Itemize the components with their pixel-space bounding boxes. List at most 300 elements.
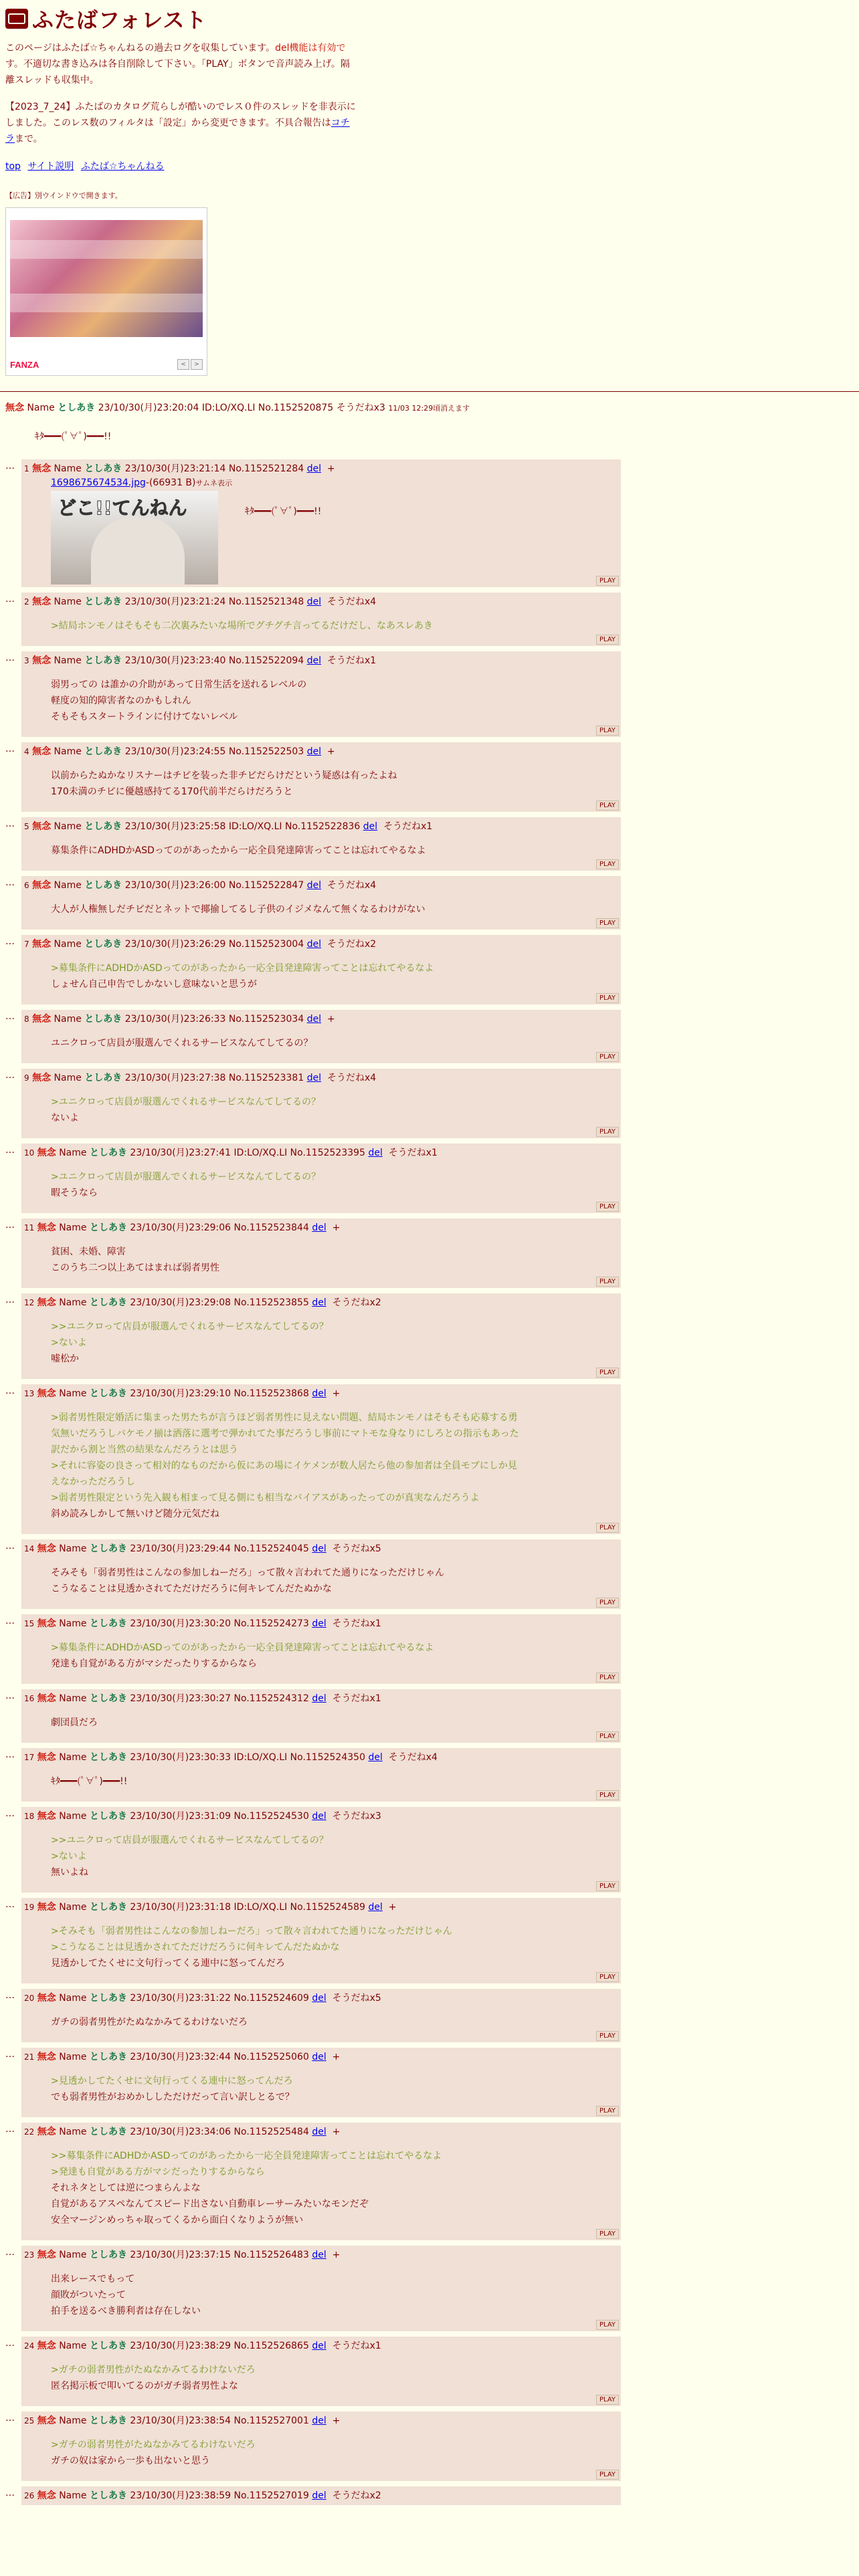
reply-header (24, 654, 618, 667)
reply-index: 9 (24, 1073, 29, 1083)
play-button[interactable]: PLAY (596, 2106, 619, 2116)
reply-sodane[interactable]: そうだねx2 (332, 2490, 381, 2501)
reply-sodane[interactable]: そうだねx1 (383, 821, 433, 832)
reply-number[interactable]: No.1152526483 (233, 2250, 309, 2260)
play-button[interactable]: PLAY (596, 2031, 619, 2041)
reply-del-link[interactable]: del (312, 2416, 326, 2426)
reply-date: 23/10/30(月)23:27:41 (130, 1148, 231, 1158)
reply-index: 17 (24, 1753, 35, 1762)
reply-name-label: Name (54, 746, 82, 757)
reply-header (24, 1617, 618, 1630)
reply-name: としあき (84, 746, 122, 757)
reply-subject: 無念 (37, 1222, 56, 1233)
op-expire: 11/03 12:29頃消えます (388, 404, 470, 413)
reply-subject: 無念 (37, 2052, 56, 2062)
reply-body (51, 2148, 618, 2228)
reply-sodane[interactable]: + (332, 2416, 341, 2426)
play-button[interactable]: PLAY (596, 1052, 619, 1062)
reply (5, 742, 621, 812)
reply-index: 16 (24, 1694, 35, 1703)
op-sodane[interactable]: そうだねx3 (336, 403, 385, 413)
reply-name-label: Name (54, 939, 82, 950)
ad-nav (177, 359, 203, 370)
reply (5, 1748, 621, 1802)
play-button[interactable]: PLAY (596, 1972, 619, 1982)
reply-number[interactable]: No.1152527001 (233, 2416, 309, 2426)
reply (5, 1218, 621, 1288)
reply-del-link[interactable]: del (306, 1073, 322, 1083)
op-number[interactable]: No.1152520875 (258, 403, 334, 413)
quote-line: >こうなることは見透かされてただけだろうに何キレてんだたぬかな (51, 1942, 340, 1953)
reply-file-link[interactable]: 1698675674534.jpg (51, 477, 146, 488)
reply-sodane[interactable]: そうだねx4 (388, 1752, 438, 1763)
reply (5, 593, 621, 646)
reply-sodane[interactable]: そうだねx2 (326, 939, 377, 950)
reply (5, 1689, 621, 1743)
reply-index: 23 (24, 2250, 35, 2260)
reply-name-label: Name (54, 597, 82, 607)
reply-header (24, 2248, 618, 2262)
quote-line: >ユニクロって店員が服選んでくれるサービスなんてしてるの？ (51, 1172, 321, 1182)
body-line: ｷﾀ━━━(ﾟ∀ﾟ)━━━!! (51, 1776, 128, 1787)
reply-number[interactable]: No.1152524350 (290, 1752, 365, 1763)
reply-number[interactable]: No.1152523855 (233, 1297, 309, 1308)
reply-subject: 無念 (32, 746, 52, 757)
reply-dots: … (5, 1070, 15, 1081)
quote-line: 気無いだろうしバケモノ揃は洒落に選考で弾かれてた事だろうし事前にマトモな身なりにしろとの指示もあった (51, 1428, 519, 1439)
reply-box (21, 1293, 621, 1379)
reply-sodane[interactable]: + (388, 1902, 397, 1913)
body-line: 見透かしてたくせに文句行ってくる連中に怒ってんだろ (51, 1958, 285, 1969)
reply-sodane[interactable]: そうだねx2 (332, 1297, 381, 1308)
reply-header (24, 1692, 618, 1705)
reply-sodane[interactable]: そうだねx1 (332, 1693, 381, 1704)
reply-sodane[interactable]: そうだねx3 (332, 1811, 381, 1822)
quote-line: >それに容姿の良さって相対的なものだから仮にあの場にイケメンが数人居たら他の参加者は全員モブにしか見 (51, 1461, 517, 1471)
reply (5, 1384, 621, 1534)
reply-dots: … (5, 2338, 15, 2349)
reply-body (51, 1715, 618, 1731)
reply-date: 23/10/30(月)23:29:08 (130, 1297, 231, 1308)
reply-name-label: Name (59, 2490, 87, 2501)
reply-del-link[interactable]: del (312, 1993, 326, 2004)
reply (5, 459, 621, 587)
reply-header (24, 2489, 618, 2502)
reply-number[interactable]: No.1152523868 (233, 1388, 309, 1399)
play-button[interactable]: PLAY (596, 1523, 619, 1533)
play-button[interactable]: PLAY (596, 1598, 619, 1608)
ad-prev-button[interactable]: < (177, 359, 189, 370)
reply-del-link[interactable]: del (363, 821, 378, 832)
reply-del-link[interactable]: del (368, 1752, 383, 1763)
reply-name-label: Name (59, 1618, 87, 1629)
reply-index: 26 (24, 2491, 35, 2500)
reply-header (24, 595, 618, 609)
play-button[interactable]: PLAY (596, 918, 619, 928)
reply-body (51, 1565, 618, 1597)
quote-line: 訳だから割と当然の結果なんだろうとは思う (51, 1444, 238, 1455)
futaba-logo-icon[interactable] (5, 9, 28, 29)
reply-body (51, 1169, 618, 1201)
reply-dots: … (5, 1990, 15, 2001)
reply (5, 1898, 621, 1983)
quote-line: >ないよ (51, 1337, 87, 1348)
reply-sodane[interactable]: そうだねx5 (332, 1993, 381, 2004)
reply-date: 23/10/30(月)23:25:58 (124, 821, 226, 832)
reply-name: としあき (89, 2490, 127, 2501)
quote-line: >弱者男性限定婚活に集まった男たちが言うほど弱者男性に見えない問題、結局ホンモノはそもそも応募する勇 (51, 1412, 518, 1423)
reply-name-label: Name (54, 1073, 82, 1083)
reply (5, 1144, 621, 1213)
reply-dots: … (5, 2413, 15, 2424)
play-button[interactable]: PLAY (596, 635, 619, 645)
reply (5, 1293, 621, 1379)
reply-sodane[interactable]: そうだねx5 (332, 1543, 381, 1554)
reply-number[interactable]: No.1152522836 (285, 821, 361, 832)
reply-del-link[interactable]: del (312, 2127, 326, 2137)
reply-subject: 無念 (37, 1693, 56, 1704)
reply-sodane[interactable]: + (332, 1222, 341, 1233)
report-link-cont[interactable]: ラ (5, 134, 15, 144)
reply-index: 10 (24, 1148, 35, 1158)
reply-box (21, 817, 621, 871)
reply-body (51, 1923, 618, 1971)
reply-body (51, 1094, 618, 1126)
reply-number[interactable]: No.1152526865 (233, 2341, 309, 2351)
reply-name: としあき (89, 1902, 127, 1913)
site-intro (5, 40, 407, 88)
intro-text-2: す。不適切な書き込みは各自削除して下さい。「PLAY」ボタンで音声読み上げ。隔 (5, 59, 350, 70)
reply-box (21, 2048, 621, 2117)
reply-sodane[interactable]: + (326, 463, 335, 474)
reply-thumbnail[interactable] (51, 491, 218, 584)
reply-number[interactable]: No.1152523381 (228, 1073, 304, 1083)
reply-sodane[interactable]: そうだねx1 (332, 1618, 381, 1629)
body-line: 発達も自覚がある方がマシだったりするからなら (51, 1658, 257, 1669)
reply-date: 23/10/30(月)23:38:59 (130, 2490, 231, 2501)
reply-date: 23/10/30(月)23:29:10 (130, 1388, 231, 1399)
reply-number[interactable]: No.1152525484 (233, 2127, 309, 2137)
reply-del-link[interactable]: del (312, 1693, 326, 1704)
reply-del-link[interactable]: del (368, 1902, 383, 1913)
reply-box (21, 2337, 621, 2406)
play-button[interactable]: PLAY (596, 859, 619, 869)
reply-body (51, 2437, 618, 2469)
reply-dots: … (5, 819, 15, 829)
reply-index: 12 (24, 1298, 35, 1307)
reply-sodane[interactable]: そうだねx1 (332, 2341, 381, 2351)
reply-box (21, 1010, 621, 1063)
reply-del-link[interactable]: del (306, 746, 322, 757)
reply-date: 23/10/30(月)23:38:29 (130, 2341, 231, 2351)
body-line: 弱男っての は誰かの介助があって日常生活を送れるレベルの (51, 679, 307, 690)
reply-header (24, 938, 618, 951)
reply-number[interactable]: No.1152523034 (228, 1014, 304, 1025)
reply-number[interactable]: No.1152524045 (233, 1543, 309, 1554)
reply-index: 21 (24, 2052, 35, 2062)
reply-del-link[interactable]: del (312, 2341, 326, 2351)
reply-sodane[interactable]: そうだねx4 (326, 597, 377, 607)
reply-number[interactable]: No.1152523004 (228, 939, 304, 950)
reply-date: 23/10/30(月)23:34:06 (130, 2127, 231, 2137)
reply-del-link[interactable]: del (306, 597, 322, 607)
reply-del-link[interactable]: del (312, 2490, 326, 2501)
reply-index: 6 (24, 881, 29, 890)
reply-body (51, 2271, 618, 2319)
body-line: このうち二つ以上あてはまれば弱者男性 (51, 1263, 219, 1273)
reply-number[interactable]: No.1152524530 (233, 1811, 309, 1822)
reply-header (24, 1387, 618, 1400)
reply-subject: 無念 (32, 655, 52, 666)
reply (5, 1807, 621, 1893)
reply-sodane[interactable]: + (332, 1388, 341, 1399)
notice-line-1: 【2023_7_24】ふたばのカタログ荒らしが酷いのでレス０件のスレッドを非表示に (5, 102, 356, 112)
reply (5, 2123, 621, 2240)
reply-date: 23/10/30(月)23:27:38 (124, 1073, 226, 1083)
reply-subject: 無念 (32, 1014, 52, 1025)
reply-number[interactable]: No.1152522094 (228, 655, 304, 666)
reply-dots: … (5, 1295, 15, 1305)
reply (5, 651, 621, 737)
reply-sodane[interactable]: + (326, 746, 335, 757)
reply-date: 23/10/30(月)23:24:55 (124, 746, 226, 757)
reply-index: 20 (24, 1994, 35, 2003)
reply-index: 8 (24, 1014, 29, 1024)
play-button[interactable]: PLAY (596, 2320, 619, 2330)
reply-sodane[interactable]: + (332, 2052, 341, 2062)
reply-date: 23/10/30(月)23:30:20 (130, 1618, 231, 1629)
reply-name-label: Name (59, 2416, 87, 2426)
play-button[interactable]: PLAY (596, 1790, 619, 1800)
reply-del-link[interactable]: del (312, 1618, 326, 1629)
reply-number[interactable]: No.1152523844 (233, 1222, 309, 1233)
body-line: ユニクロって店員が服選んでくれるサービスなんてしてるの？ (51, 1038, 313, 1049)
play-button[interactable]: PLAY (596, 2395, 619, 2405)
play-button[interactable]: PLAY (596, 1202, 619, 1212)
reply-name-label: Name (59, 1148, 87, 1158)
reply-del-link[interactable]: del (312, 1297, 326, 1308)
quote-line: >>ユニクロって店員が服選んでくれるサービスなんてしてるの？ (51, 1835, 328, 1846)
reply-dots: … (5, 2247, 15, 2258)
reply-date: 23/10/30(月)23:21:14 (124, 463, 226, 474)
reply-index: 5 (24, 822, 29, 831)
reply-box (21, 876, 621, 930)
play-button[interactable]: PLAY (596, 1127, 619, 1137)
ad-banner[interactable] (5, 207, 207, 376)
reply-name: としあき (84, 597, 122, 607)
body-line: そみそも「弱者男性はこんなの参加しねーだろ」って散々言われてた通りになっただけじゃん (51, 1568, 444, 1578)
reply-name-label: Name (59, 1752, 87, 1763)
reply-number[interactable]: No.1152524273 (233, 1618, 309, 1629)
reply-box (21, 1898, 621, 1983)
reply-del-link[interactable]: del (312, 1222, 326, 1233)
reply-name-label: Name (59, 1543, 87, 1554)
quote-line: >ガチの弱者男性がたぬなかみてるわけないだろ (51, 2440, 256, 2450)
reply-subject: 無念 (32, 1073, 52, 1083)
reply-header (24, 2339, 618, 2353)
ad-next-button[interactable]: > (191, 359, 203, 370)
reply (5, 1989, 621, 2042)
body-line: 募集条件にADHDかASDってのがあったから一応全員発達障害ってことは忘れてやるなよ (51, 845, 426, 856)
thumbnail-caption: どこ!!てんねん (58, 497, 187, 519)
reply-index: 15 (24, 1619, 35, 1628)
reply-subject: 無念 (37, 2416, 56, 2426)
reply-header (24, 2050, 618, 2064)
reply-dots: … (5, 2488, 15, 2498)
nav-about-link[interactable]: サイト説明 (27, 161, 74, 172)
reply-body (51, 901, 618, 918)
reply-box (21, 2246, 621, 2331)
reply-box (21, 2123, 621, 2240)
reply-del-link[interactable]: del (312, 1811, 326, 1822)
reply-del-link[interactable]: del (312, 1388, 326, 1399)
reply-del-link[interactable]: del (312, 2052, 326, 2062)
nav-top-link[interactable]: top (5, 161, 21, 172)
body-line: 斜め読みしかして無いけど随分元気だね (51, 1509, 219, 1519)
reply-sodane[interactable]: + (332, 2127, 341, 2137)
reply-header (24, 1012, 618, 1026)
reply-sodane[interactable]: + (332, 2250, 341, 2260)
reply-name-label: Name (59, 1388, 87, 1399)
reply-body (51, 768, 618, 800)
op-name: としあき (58, 403, 96, 413)
reply-name: としあき (89, 1543, 127, 1554)
play-button[interactable]: PLAY (596, 1881, 619, 1891)
intro-text-1: このページはふたば☆ちゃんねるの過去ログを収集しています。 (5, 43, 276, 53)
reply-box (21, 1989, 621, 2042)
reply-list (5, 459, 621, 2510)
reply-dots: … (5, 1616, 15, 1626)
reply-name-label: Name (59, 1902, 87, 1913)
reply-subject: 無念 (37, 1902, 56, 1913)
reply-dots: … (5, 1011, 15, 1022)
reply-header (24, 1146, 618, 1160)
reply-dots: … (5, 1386, 15, 1396)
reply-dots: … (5, 461, 15, 471)
play-button[interactable]: PLAY (596, 993, 619, 1003)
reply-dots: … (5, 936, 15, 947)
reply-thumb-row (51, 491, 618, 584)
reply-date: 23/10/30(月)23:29:44 (130, 1543, 231, 1554)
reply-thumb-note: サムネ表示 (195, 479, 232, 488)
reply-name-label: Name (59, 2341, 87, 2351)
reply-number[interactable]: No.1152521348 (228, 597, 304, 607)
reply-name: としあき (89, 1693, 127, 1704)
play-button[interactable]: PLAY (596, 800, 619, 811)
reply-sodane[interactable]: そうだねx1 (326, 655, 377, 666)
site-title[interactable]: ふたばフォレスト (32, 7, 207, 33)
reply-name: としあき (89, 1811, 127, 1822)
reply-subject: 無念 (32, 821, 52, 832)
reply-date: 23/10/30(月)23:38:54 (130, 2416, 231, 2426)
nav-futaba-link[interactable]: ふたば☆ちゃんねる (80, 161, 165, 172)
reply-header (24, 462, 618, 475)
ad-brand-logo[interactable]: FANZA (10, 360, 39, 370)
op-header (5, 401, 674, 415)
play-button[interactable]: PLAY (596, 576, 619, 586)
play-button[interactable]: PLAY (596, 1673, 619, 1683)
reply-number[interactable]: No.1152527019 (233, 2490, 309, 2501)
body-line: 大人が人権無しだチビだとネットで揶揄してるし子供のイジメなんて無くなるわけがない (51, 904, 425, 915)
reply-date: 23/10/30(月)23:30:33 (130, 1752, 231, 1763)
reply-date: 23/10/30(月)23:26:29 (124, 939, 226, 950)
reply-number[interactable]: No.1152524609 (233, 1993, 309, 2004)
reply-sodane[interactable]: + (326, 1014, 335, 1025)
intro-text-3: 離スレッドも収集中。 (5, 75, 99, 86)
reply-box (21, 1069, 621, 1138)
reply-del-link[interactable]: del (306, 1014, 322, 1025)
reply-date: 23/10/30(月)23:31:22 (130, 1993, 231, 2004)
reply-box (21, 459, 621, 587)
quote-line: >そみそも「弱者男性はこんなの参加しねーだろ」って散々言われてた通りになっただけじゃん (51, 1926, 452, 1937)
play-button[interactable]: PLAY (596, 1731, 619, 1741)
reply-subject: 無念 (32, 597, 52, 607)
reply-header (24, 2414, 618, 2428)
reply-sodane[interactable]: そうだねx4 (326, 880, 377, 891)
play-button[interactable]: PLAY (596, 726, 619, 736)
quote-line: えなかっただろうし (51, 1477, 135, 1487)
reply-del-link[interactable]: del (312, 2250, 326, 2260)
reply-del-link[interactable]: del (368, 1148, 383, 1158)
reply-subject: 無念 (37, 1148, 56, 1158)
play-button[interactable]: PLAY (596, 1277, 619, 1287)
reply-del-link[interactable]: del (306, 463, 322, 474)
reply (5, 2246, 621, 2331)
reply-number[interactable]: No.1152522847 (228, 880, 304, 891)
reply-sodane[interactable]: そうだねx1 (388, 1148, 438, 1158)
reply-number[interactable]: No.1152521284 (228, 463, 304, 474)
reply-del-link[interactable]: del (306, 939, 322, 950)
reply-header (24, 1542, 618, 1555)
play-button[interactable]: PLAY (596, 2470, 619, 2480)
reply-sodane[interactable]: そうだねx4 (326, 1073, 377, 1083)
reply-number[interactable]: No.1152523395 (290, 1148, 365, 1158)
reply-del-link[interactable]: del (306, 655, 322, 666)
body-line: 拍手を送るべき勝利者は存在しない (51, 2306, 201, 2317)
reply-date: 23/10/30(月)23:31:09 (130, 1811, 231, 1822)
reply-name-label: Name (59, 1993, 87, 2004)
quote-line: >結局ホンモノはそもそも二次裏みたいな場所でグチグチ言ってるだけだし、なあスレあき (51, 621, 434, 631)
reply (5, 817, 621, 871)
reply-dots: … (5, 1749, 15, 1760)
reply-box (21, 651, 621, 737)
quote-line: >>募集条件にADHDかASDってのがあったから一応全員発達障害ってことは忘れてやるなよ (51, 2151, 442, 2161)
play-button[interactable]: PLAY (596, 1368, 619, 1378)
body-line: 顔敗がついたって (51, 2290, 126, 2300)
reply-name: としあき (84, 821, 122, 832)
reply-date: 23/10/30(月)23:30:27 (130, 1693, 231, 1704)
reply-date: 23/10/30(月)23:32:44 (130, 2052, 231, 2062)
reply-header (24, 1296, 618, 1309)
ad-image[interactable] (10, 220, 203, 337)
play-button[interactable]: PLAY (596, 2229, 619, 2239)
reply-index: 22 (24, 2127, 35, 2137)
notice-line-2: しました。このレス数のフィルタは「設定」から変更できます。不具合報告は (5, 118, 331, 128)
reply-del-link[interactable]: del (312, 1543, 326, 1554)
body-line: でも弱者男性がおめかししただけだって言い訳しとるで？ (51, 2092, 294, 2103)
op-subject: 無念 (5, 403, 24, 413)
reply-del-link[interactable]: del (306, 880, 322, 891)
reply-number[interactable]: No.1152522503 (228, 746, 304, 757)
reply-name-label: Name (59, 1693, 87, 1704)
report-link[interactable]: コチ (330, 118, 350, 128)
reply-subject: 無念 (37, 1993, 56, 2004)
reply-number[interactable]: No.1152524312 (233, 1693, 309, 1704)
reply-date: 23/10/30(月)23:26:00 (124, 880, 226, 891)
reply-number[interactable]: No.1152524589 (290, 1902, 365, 1913)
reply-number[interactable]: No.1152525060 (233, 2052, 309, 2062)
reply-name-label: Name (59, 2052, 87, 2062)
